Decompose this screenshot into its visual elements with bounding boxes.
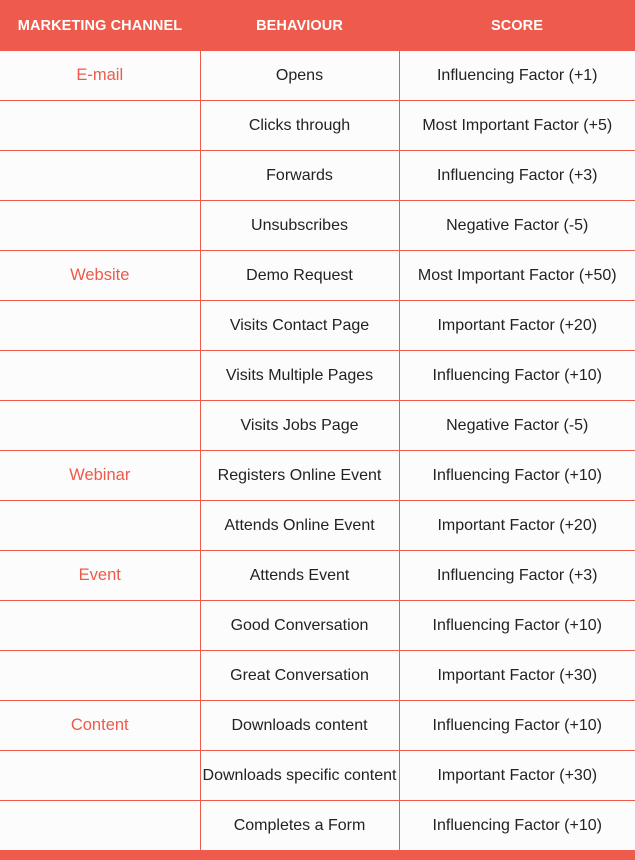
score-cell: Influencing Factor (+10) [399, 601, 635, 651]
table-row [0, 51, 635, 101]
table-body [0, 51, 635, 851]
column-header-behaviour: BEHAVIOUR [200, 0, 399, 51]
behaviour-cell: Visits Contact Page [200, 301, 399, 351]
score-cell: Influencing Factor (+3) [399, 551, 635, 601]
table-row [0, 251, 635, 301]
score-cell: Influencing Factor (+10) [399, 351, 635, 401]
channel-cell [0, 501, 200, 551]
table-row [0, 151, 635, 201]
behaviour-cell: Visits Jobs Page [200, 401, 399, 451]
behaviour-cell: Attends Event [200, 551, 399, 601]
score-cell: Most Important Factor (+5) [399, 101, 635, 151]
behaviour-cell: Opens [200, 51, 399, 101]
table-row [0, 601, 635, 651]
behaviour-cell: Good Conversation [200, 601, 399, 651]
channel-cell: Event [0, 551, 200, 601]
channel-cell [0, 751, 200, 801]
behaviour-cell: Completes a Form [200, 801, 399, 851]
table-row [0, 201, 635, 251]
table-row [0, 501, 635, 551]
table-row [0, 651, 635, 701]
channel-cell [0, 151, 200, 201]
table-row [0, 351, 635, 401]
behaviour-cell: Great Conversation [200, 651, 399, 701]
table-row [0, 301, 635, 351]
table-row [0, 751, 635, 801]
behaviour-cell: Downloads content [200, 701, 399, 751]
channel-cell: Website [0, 251, 200, 301]
channel-cell: Content [0, 701, 200, 751]
score-cell: Influencing Factor (+10) [399, 701, 635, 751]
behaviour-cell: Attends Online Event [200, 501, 399, 551]
table-row [0, 101, 635, 151]
table-row [0, 701, 635, 751]
table-row [0, 551, 635, 601]
channel-cell [0, 401, 200, 451]
channel-cell [0, 301, 200, 351]
table-row [0, 401, 635, 451]
behaviour-cell: Registers Online Event [200, 451, 399, 501]
behaviour-cell: Clicks through [200, 101, 399, 151]
channel-cell [0, 801, 200, 851]
channel-cell [0, 601, 200, 651]
score-cell: Influencing Factor (+10) [399, 801, 635, 851]
score-cell: Negative Factor (-5) [399, 201, 635, 251]
score-cell: Influencing Factor (+1) [399, 51, 635, 101]
table-row [0, 801, 635, 851]
table-header [0, 0, 635, 51]
behaviour-cell: Visits Multiple Pages [200, 351, 399, 401]
score-cell: Important Factor (+20) [399, 501, 635, 551]
behaviour-cell: Demo Request [200, 251, 399, 301]
footer-bar [0, 851, 635, 860]
channel-cell [0, 101, 200, 151]
channel-cell [0, 651, 200, 701]
score-cell: Most Important Factor (+50) [399, 251, 635, 301]
channel-cell: Webinar [0, 451, 200, 501]
score-cell: Influencing Factor (+10) [399, 451, 635, 501]
header-row [0, 0, 635, 51]
table-row [0, 451, 635, 501]
score-cell: Important Factor (+30) [399, 751, 635, 801]
score-cell: Influencing Factor (+3) [399, 151, 635, 201]
column-header-marketing-channel: MARKETING CHANNEL [0, 0, 200, 51]
behaviour-cell: Forwards [200, 151, 399, 201]
channel-cell: E-mail [0, 51, 200, 101]
score-cell: Important Factor (+20) [399, 301, 635, 351]
column-header-score: SCORE [399, 0, 635, 51]
behaviour-cell: Downloads specific content [200, 751, 399, 801]
score-cell: Important Factor (+30) [399, 651, 635, 701]
score-cell: Negative Factor (-5) [399, 401, 635, 451]
channel-cell [0, 201, 200, 251]
behaviour-cell: Unsubscribes [200, 201, 399, 251]
channel-cell [0, 351, 200, 401]
